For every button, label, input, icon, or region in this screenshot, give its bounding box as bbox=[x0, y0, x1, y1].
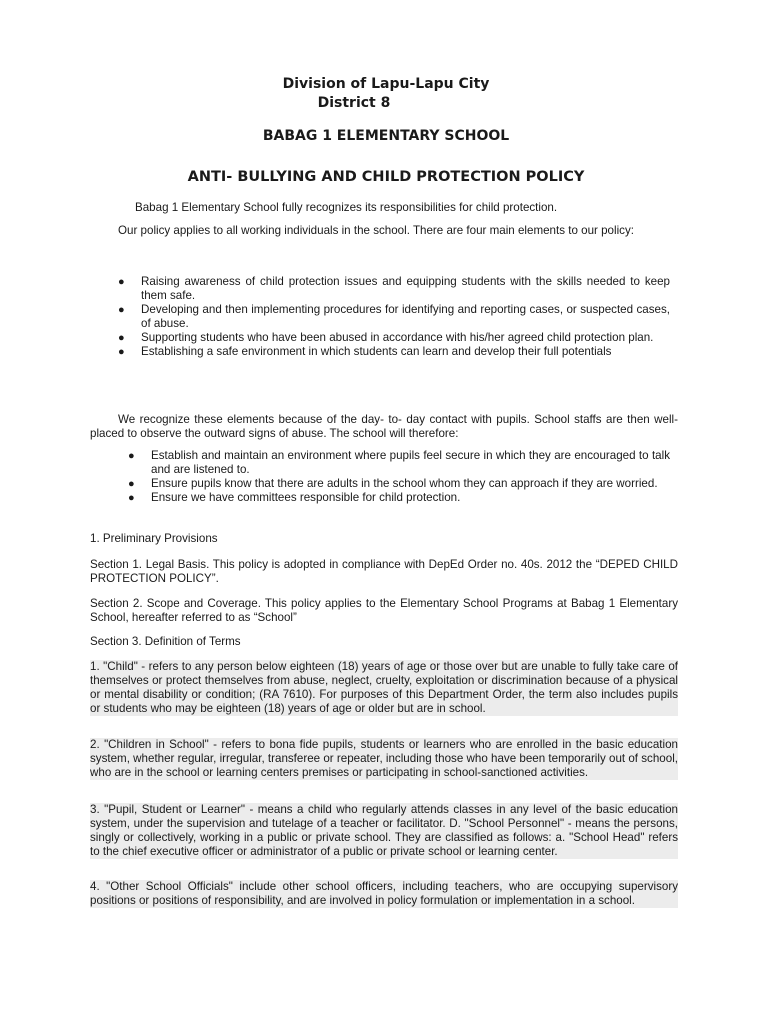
bullet-icon: ● bbox=[118, 304, 125, 316]
section-3-definitions-heading: Section 3. Definition of Terms bbox=[90, 635, 241, 648]
policy-title: ANTI- BULLYING AND CHILD PROTECTION POLICY bbox=[187, 169, 585, 185]
definition-pupil-student-learner: 3. "Pupil, Student or Learner" - means a child who regularly attends classes in any level of the basic education system, under the supervision and tutelage of a teacher or facilitator. D. "School Personnel" - means the persons, singly or collectively, working in a public or private school. They are classified as follows: a. "School Head" refers to the chief executive officer or administrator of a public or private school or learning center. bbox=[90, 803, 678, 858]
list-item: ● Ensure we have committees responsible for child protection. bbox=[128, 491, 461, 504]
definition-child: 1. "Child" - refers to any person below eighteen (18) years of age or those over but are unable to fully take care of themselves or protect themselves from abuse, neglect, cruelty, exploitation or discrimination because of a physical or mental disability or condition; (RA 7610). For purposes of this Department Order, the term also includes pupils or students who may be eighteen (18) years of age or older but are in school. bbox=[90, 660, 678, 715]
bullet-icon: ● bbox=[128, 492, 135, 504]
definition-other-school-officials: 4. "Other School Officials" include other school officers, including teachers, who are occupying supervisory positions or positions of responsibility, and are involved in policy formulation or implementation in a school. bbox=[90, 880, 678, 907]
elements-intro-paragraph: Our policy applies to all working individuals in the school. There are four main elements to our policy: bbox=[118, 224, 634, 237]
elements-list bbox=[118, 275, 670, 359]
bullet-icon: ● bbox=[128, 478, 135, 490]
list-item: ● Developing and then implementing procedures for identifying and reporting cases, or suspected cases, of abuse. bbox=[118, 303, 670, 330]
section-1-legal-basis: Section 1. Legal Basis. This policy is adopted in compliance with DepEd Order no. 40s. 2012 the “DEPED CHILD PROTECTION POLICY”. bbox=[90, 558, 678, 585]
section-2-scope: Section 2. Scope and Coverage. This policy applies to the Elementary School Programs at Babag 1 Elementary School, hereafter referred to as “School” bbox=[90, 597, 678, 624]
bullet-icon: ● bbox=[118, 276, 125, 288]
list-item: ● Establish and maintain an environment where pupils feel secure in which they are encouraged to talk and are listened to. bbox=[128, 449, 670, 476]
list-item: ● Ensure pupils know that there are adults in the school whom they can approach if they are worried. bbox=[128, 477, 658, 490]
division-heading: Division of Lapu-Lapu City bbox=[282, 76, 490, 92]
intro-paragraph: Babag 1 Elementary School fully recognizes its responsibilities for child protection. bbox=[135, 201, 558, 214]
definition-children-in-school: 2. "Children in School" - refers to bona fide pupils, students or learners who are enrolled in the basic education system, whether regular, irregular, transferee or repeater, including those who have been temporarily out of school, who are in the school or learning centers premises or participating in school-sanctioned activities. bbox=[90, 738, 678, 779]
bullet-icon: ● bbox=[118, 346, 125, 358]
district-heading: District 8 bbox=[317, 95, 391, 111]
list-item: ● Establishing a safe environment in which students can learn and develop their full potentials bbox=[118, 345, 612, 358]
bullet-icon: ● bbox=[118, 332, 125, 344]
list-item: ● Supporting students who have been abused in accordance with his/her agreed child protection plan. bbox=[118, 331, 654, 344]
list-item: ● Raising awareness of child protection issues and equipping students with the skills needed to keep them safe. bbox=[118, 275, 670, 302]
recognize-paragraph: We recognize these elements because of the day- to- day contact with pupils. School staffs are then well- placed to observe the outward signs of abuse. The school will therefore: bbox=[90, 413, 678, 440]
actions-list bbox=[128, 449, 670, 505]
bullet-icon: ● bbox=[128, 450, 135, 462]
school-heading: BABAG 1 ELEMENTARY SCHOOL bbox=[262, 128, 510, 144]
preliminary-provisions-heading: 1. Preliminary Provisions bbox=[90, 532, 218, 545]
